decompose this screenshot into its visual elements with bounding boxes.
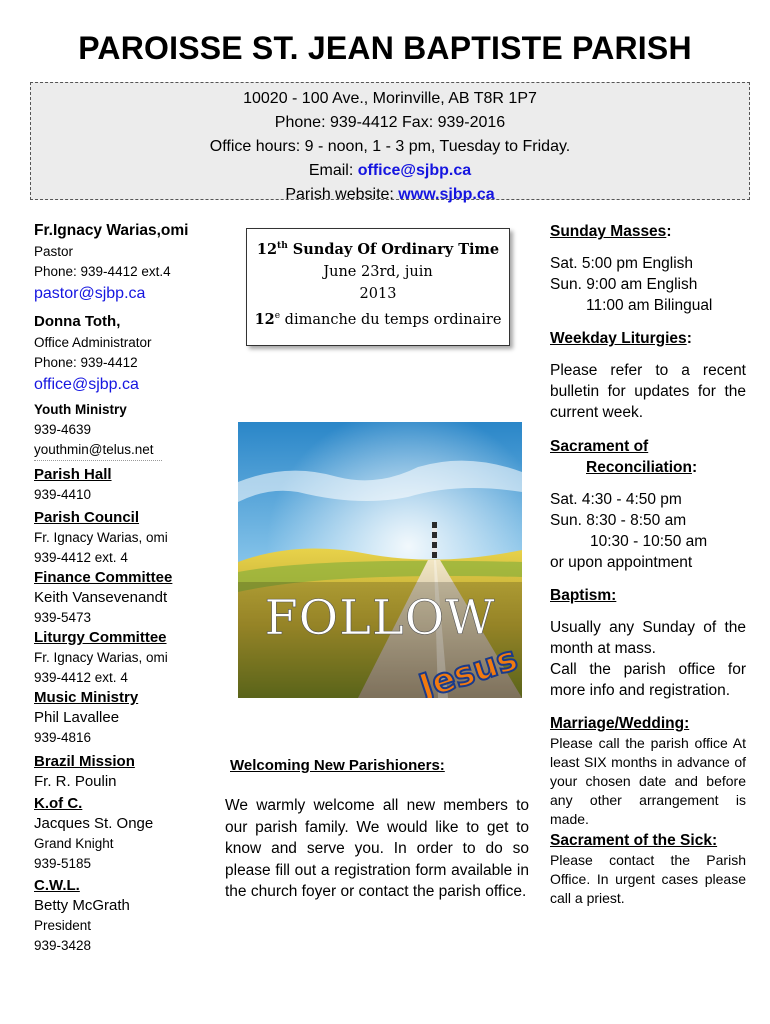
brazil-name: Fr. R. Poulin bbox=[34, 773, 117, 790]
left-column bbox=[34, 221, 234, 956]
mass-1: Sat. 5:00 pm English bbox=[550, 255, 694, 272]
youth-phone: 939-4639 bbox=[34, 422, 92, 437]
brazil-heading: Brazil Mission bbox=[34, 753, 135, 770]
youth-heading: Youth Ministry bbox=[34, 402, 127, 417]
admin-name: Donna Toth, bbox=[34, 313, 121, 330]
pastor-name: Fr.Ignacy Warias,omi bbox=[34, 222, 189, 239]
council-phone: 939-4412 ext. 4 bbox=[34, 550, 128, 565]
admin-role: Office Administrator bbox=[34, 335, 152, 350]
pastor-email-link[interactable]: pastor@sjbp.ca bbox=[34, 285, 146, 302]
phone-fax: Phone: 939-4412 Fax: 939-2016 bbox=[274, 114, 506, 131]
music-name: Phil Lavallee bbox=[34, 709, 120, 726]
music-phone: 939-4816 bbox=[34, 730, 92, 745]
sunday-box bbox=[246, 228, 510, 346]
cwl-heading: C.W.L. bbox=[34, 877, 80, 894]
admin-email-link[interactable]: office@sjbp.ca bbox=[34, 376, 139, 393]
reconciliation-heading-1: Sacrament of bbox=[550, 438, 649, 455]
koc-name: Jacques St. Onge bbox=[34, 815, 154, 832]
sick-heading: Sacrament of the Sick: bbox=[550, 832, 718, 849]
email-link[interactable]: office@sjbp.ca bbox=[357, 162, 472, 179]
follow-jesus-poster bbox=[238, 422, 522, 698]
koc-heading: K.of C. bbox=[34, 795, 83, 812]
cwl-role: President bbox=[34, 918, 92, 933]
recon-3: 10:30 - 10:50 am bbox=[590, 533, 708, 550]
page-title: PAROISSE ST. JEAN BAPTISTE PARISH bbox=[78, 30, 692, 66]
finance-phone: 939-5473 bbox=[34, 610, 92, 625]
email-line bbox=[31, 159, 749, 183]
liturgy-phone: 939-4412 ext. 4 bbox=[34, 670, 128, 685]
french-title: 12e dimanche du temps ordinaire bbox=[254, 310, 502, 328]
poster-jesus-text: Jesus bbox=[414, 638, 522, 698]
recon-1: Sat. 4:30 - 4:50 pm bbox=[550, 491, 682, 508]
hall-heading: Parish Hall bbox=[34, 466, 112, 483]
council-name: Fr. Ignacy Warias, omi bbox=[34, 530, 168, 545]
council-heading: Parish Council bbox=[34, 509, 140, 526]
mass-2: Sun. 9:00 am English bbox=[550, 276, 698, 293]
recon-4: or upon appointment bbox=[550, 554, 693, 571]
website-label: Parish website: bbox=[285, 186, 399, 203]
pastor-role: Pastor bbox=[34, 244, 74, 259]
parish-info-box bbox=[30, 82, 750, 203]
recon-2: Sun. 8:30 - 8:50 am bbox=[550, 512, 687, 529]
cwl-name: Betty McGrath bbox=[34, 897, 130, 914]
marriage-text: Please call the parish office At least SIX months in advance of your chosen date and before any other arrangement is made. bbox=[550, 735, 746, 827]
welcome-text: We warmly welcome all new members to our parish family. We would like to get to know and serve you. In order to do so please fill out a registration form available in the church foyer or contact the parish office. bbox=[225, 797, 529, 900]
baptism-heading: Baptism: bbox=[550, 587, 617, 604]
office-hours: Office hours: 9 - noon, 1 - 3 pm, Tuesday to Friday. bbox=[209, 138, 571, 155]
liturgy-heading: Liturgy Committee bbox=[34, 629, 167, 646]
email-label: Email: bbox=[308, 162, 358, 179]
poster-follow-text: FOLLOW bbox=[264, 590, 496, 646]
mass-3: 11:00 am Bilingual bbox=[586, 297, 713, 314]
weekday-text: Please refer to a recent bulletin for updates for the current week. bbox=[550, 362, 746, 421]
baptism-text-1: Usually any Sunday of the month at mass. bbox=[550, 619, 746, 657]
masses-heading: Sunday Masses: bbox=[550, 223, 672, 240]
koc-role: Grand Knight bbox=[34, 836, 114, 851]
reconciliation-heading-2: Reconciliation: bbox=[586, 459, 698, 476]
right-column bbox=[550, 221, 746, 908]
sick-text: Please contact the Parish Office. In urgent cases please call a priest. bbox=[550, 852, 746, 906]
date-line-1: June 23rd, juin bbox=[323, 263, 433, 280]
date-line-2: 2013 bbox=[359, 285, 397, 302]
liturgy-name: Fr. Ignacy Warias, omi bbox=[34, 650, 168, 665]
koc-phone: 939-5185 bbox=[34, 856, 92, 871]
youth-email: youthmin@telus.net bbox=[34, 442, 154, 457]
address: 10020 - 100 Ave., Morinville, AB T8R 1P7 bbox=[243, 90, 537, 107]
sunday-title: 12th Sunday Of Ordinary Time bbox=[256, 240, 500, 258]
baptism-text-2: Call the parish office for more info and registration. bbox=[550, 661, 746, 699]
finance-heading: Finance Committee bbox=[34, 569, 173, 586]
finance-name: Keith Vansevenandt bbox=[34, 589, 168, 606]
website-line bbox=[31, 183, 749, 207]
marriage-heading: Marriage/Wedding: bbox=[550, 715, 690, 732]
weekday-heading: Weekday Liturgies: bbox=[550, 330, 692, 347]
welcome-heading: Welcoming New Parishioners: bbox=[230, 757, 445, 774]
cwl-phone: 939-3428 bbox=[34, 938, 92, 953]
admin-phone: Phone: 939-4412 bbox=[34, 355, 138, 370]
website-link[interactable]: www.sjbp.ca bbox=[398, 186, 495, 203]
divider bbox=[34, 460, 162, 461]
music-heading: Music Ministry bbox=[34, 689, 139, 706]
hall-phone: 939-4410 bbox=[34, 487, 92, 502]
pastor-phone: Phone: 939-4412 ext.4 bbox=[34, 264, 171, 279]
